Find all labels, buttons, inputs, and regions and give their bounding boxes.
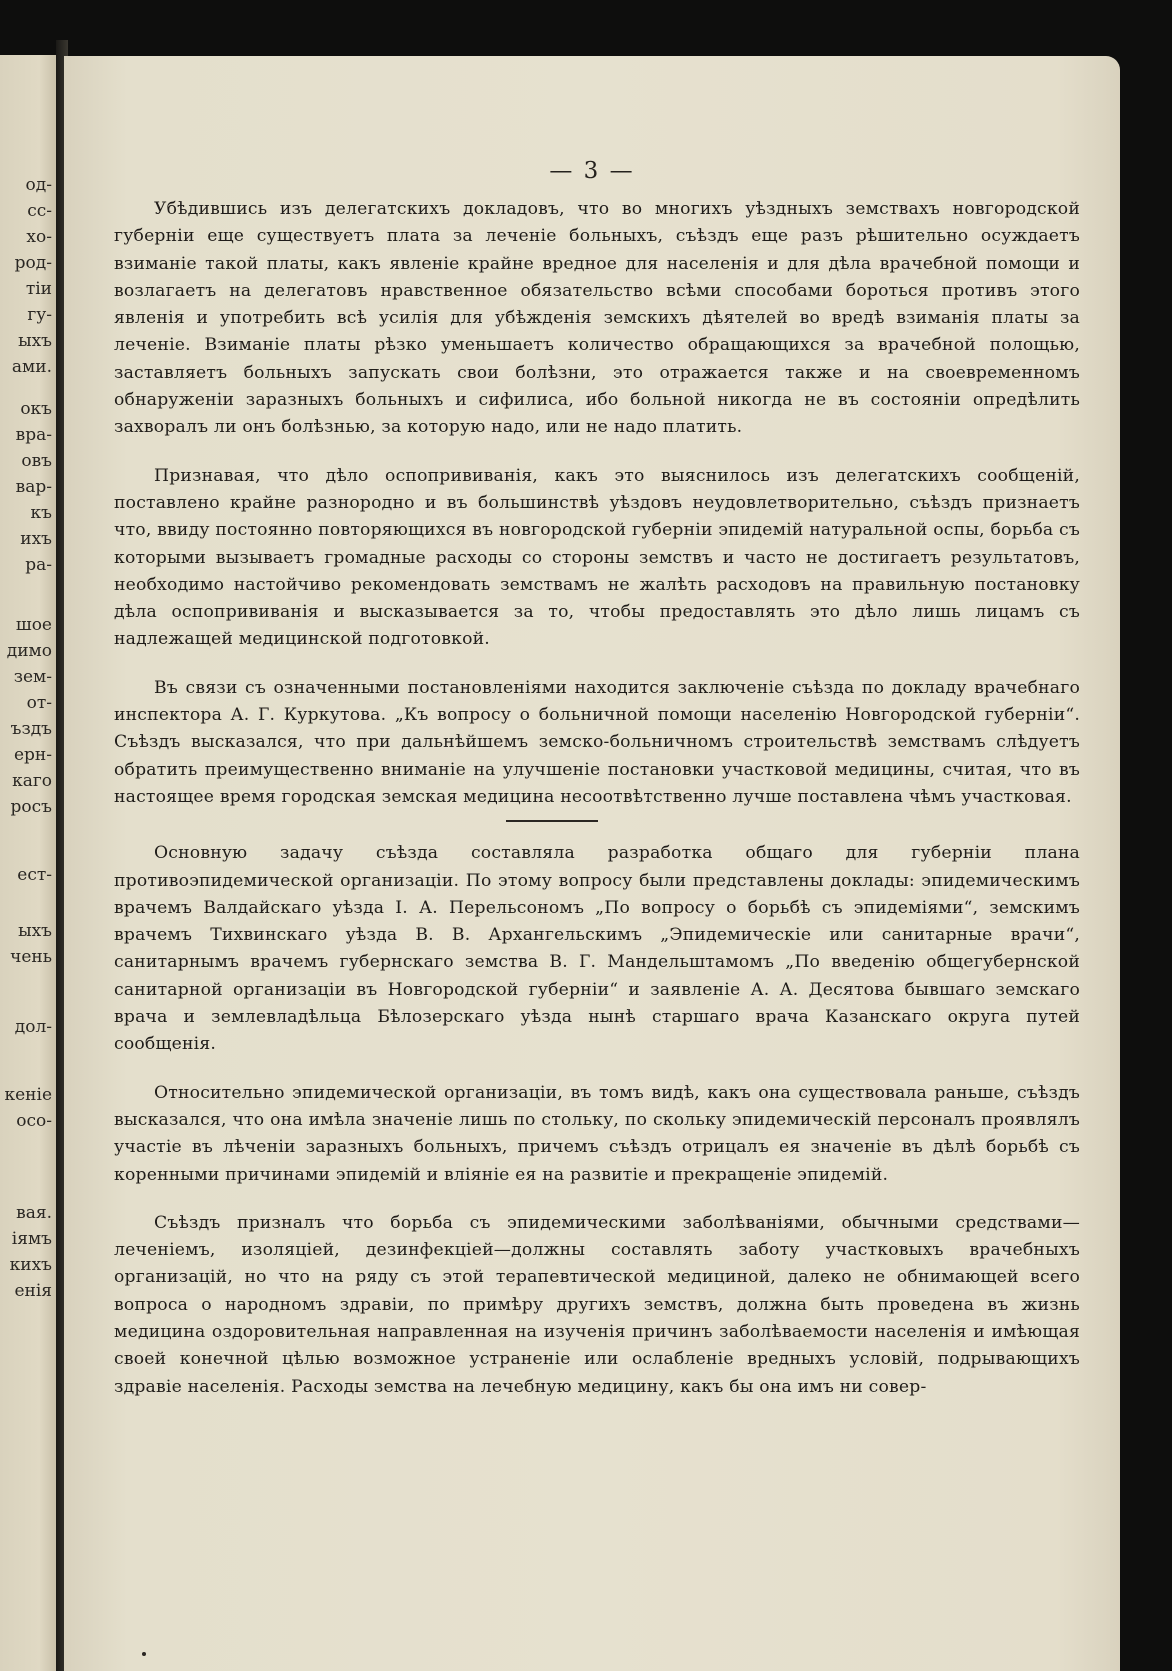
- paragraph: Основную задачу съѣзда составляла разработка общаго для губерніи плана противоэпидемической организаціи. По этому вопросу были представлены доклады: эпидемическимъ врачемъ Валдайскаго уѣзда І. А. Перельсономъ „По вопросу о борьбѣ съ эпидеміями“, земскимъ врачемъ Тихвинскаго уѣзда В. В. Архангельскимъ „Эпидемическіе или санитарные врачи“, санитарнымъ врачемъ губернскаго земства В. Г. Мандельштамомъ „По введенію общегубернской санитарной организаціи въ Новгородской губерніи“ и заявленіе А. А. Десятова бывшаго земскаго врача и землевладѣльца Бѣлозерскаго уѣзда нынѣ старшаго врача Казанскаго округа путей сообщенія.: [114, 843, 1080, 1055]
- left-page-fragment: ерн-: [13, 745, 52, 765]
- left-page-fragment: къ: [30, 503, 52, 523]
- left-page-fragment: овъ: [21, 451, 52, 471]
- left-page-fragment: род-: [14, 253, 52, 273]
- left-page-fragment: ами.: [11, 357, 52, 377]
- left-page-fragment: ра-: [25, 555, 52, 575]
- left-page-fragment: гу-: [27, 305, 52, 325]
- left-page-fragment: зем-: [13, 667, 52, 687]
- left-page-fragment: дол-: [14, 1017, 52, 1037]
- left-page-fragment: ыхъ: [18, 331, 52, 351]
- left-page-fragment: од-: [25, 175, 52, 195]
- paragraph: Признавая, что дѣло оспопрививанія, какъ это выяснилось изъ делегатскихъ сообщеній, поставлено крайне разнородно и въ большинствѣ уѣздовъ неудовлетворительно, съѣздъ признаетъ что, ввиду постоянно повторяющихся въ новгородской губерніи эпидемій натуральной оспы, борьба съ которыми вызываетъ громадные расходы со стороны земствъ и часто не достигаетъ результатовъ, необходимо настойчиво рекомендовать земствамъ не жалѣть расходовъ на правильную постановку дѣла оспопрививанія и высказывается за то, чтобы предоставлять это дѣло лишь лицамъ съ надлежащей медицинской подготовкой.: [114, 465, 1080, 650]
- paragraph: Съѣздъ призналъ что борьба съ эпидемическими заболѣваніями, обычными средствами— леченіемъ, изоляціей, дезинфекціей—должны составлять заботу участковыхъ врачебныхъ организацій, но что на ряду съ этой терапевтической медициной, далеко не обнимающей всего вопроса о народномъ здравіи, по примѣру другихъ земствъ, должна быть проведена въ жизнь медицина оздоровительная направленная на изученія причинъ заболѣваемости населенія и имѣющая своей конечной цѣлью возможное устраненіе или ослабленіе вредныхъ условій, подрывающихъ здравіе населенія. Расходы земства на лечебную медицину, какъ бы она имъ ни совер-: [114, 1212, 1080, 1397]
- left-page-fragment: іямъ: [11, 1229, 52, 1249]
- left-page-fragment: вра-: [15, 425, 52, 445]
- left-page-fragment: ихъ: [20, 529, 52, 549]
- left-page-fragment: окъ: [20, 399, 52, 419]
- left-page-fragment: ыхъ: [18, 921, 52, 941]
- left-page-fragment: вая.: [16, 1203, 52, 1223]
- left-page-fragment: димо: [6, 641, 52, 661]
- page-number: — 3 —: [549, 158, 635, 184]
- ink-speck: [142, 1652, 146, 1656]
- left-page-fragment: вар-: [15, 477, 52, 497]
- left-page-fragment: чень: [10, 947, 52, 967]
- left-page-fragment: от-: [26, 693, 52, 713]
- left-page-fragment: енія: [14, 1281, 52, 1301]
- left-page-fragment: кихъ: [9, 1255, 52, 1275]
- left-facing-page: [0, 55, 56, 1671]
- paragraph: Убѣдившись изъ делегатскихъ докладовъ, что во многихъ уѣздныхъ земствахъ новгородской губерніи еще существуетъ плата за леченіе больныхъ, съѣздъ еще разъ рѣшительно осуждаетъ взиманіе такой платы, какъ явленіе крайне вредное для населенія и для дѣла врачебной помощи и возлагаетъ на делегатовъ нравственное обязательство всѣми способами бороться противъ этого явленія и употребить всѣ усилія для убѣжденія земскихъ дѣятелей во вредѣ взиманія платы за леченіе. Взиманіе платы рѣзко уменьшаетъ количество обращающихся за врачебной полощью, заставляетъ больныхъ запускать свои болѣзни, это отражается также и на своевременномъ обнаруженіи заразныхъ больныхъ и сифилиса, ибо больной никогда не въ состояніи опредѣлить захворалъ ли онъ болѣзнью, за которую надо, или не надо платить.: [114, 199, 1080, 438]
- body-text: [114, 196, 1080, 1422]
- paragraph: Въ связи съ означенными постановленіями находится заключеніе съѣзда по докладу врачебнаго инспектора А. Г. Куркутова. „Къ вопросу о больничной помощи населенію Новгородской губерніи“. Съѣздъ высказался, что при дальнѣйшемъ земско-больничномъ строительствѣ земствамъ слѣдуетъ обратить преимущественно вниманіе на улучшеніе постановки участковой медицины, считая, что въ настоящее время городская земская медицина несоотвѣтственно лучше поставлена чѣмъ участковая.: [114, 677, 1080, 807]
- left-page-fragment: шое: [15, 615, 52, 635]
- left-page-fragment: росъ: [10, 797, 52, 817]
- section-divider: [506, 820, 598, 822]
- left-page-fragment: каго: [12, 771, 52, 791]
- left-page-fragment: хо-: [26, 227, 52, 247]
- left-page-fragment: кеніе: [4, 1085, 52, 1105]
- left-page-fragment: тіи: [25, 279, 52, 299]
- left-page-fragment: ест-: [17, 865, 52, 885]
- document-page: [64, 56, 1120, 1671]
- paragraph: Относительно эпидемической организаціи, въ томъ видѣ, какъ она существовала раньше, съѣздъ высказался, что она имѣла значеніе лишь по стольку, по скольку эпидемическій персоналъ проявлялъ участіе въ лѣченіи заразныхъ больныхъ, причемъ съѣздъ отрицалъ ея значеніе въ дѣлѣ борьбѣ съ коренными причинами эпидемій и вліяніе ея на развитіе и прекращеніе эпидемій.: [114, 1082, 1080, 1185]
- left-page-fragment: сс-: [27, 201, 52, 221]
- left-page-fragment: ъздъ: [10, 719, 52, 739]
- left-page-fragment: осо-: [16, 1111, 52, 1131]
